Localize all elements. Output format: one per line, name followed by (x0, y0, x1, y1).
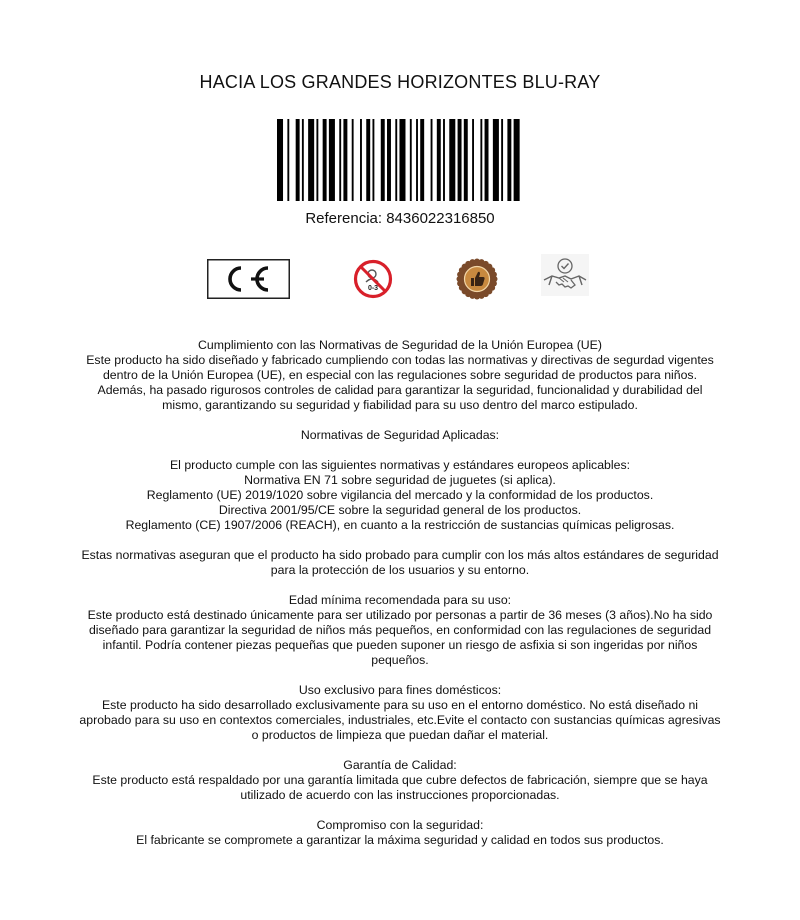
age-heading: Edad mínima recomendada para su uso: (288, 593, 512, 607)
barcode-bar (308, 119, 314, 201)
commitment-section (78, 818, 722, 848)
barcode-bar (296, 119, 300, 201)
barcode-bar (399, 119, 405, 201)
norm-item: Reglamento (CE) 1907/2006 (REACH), en cuanto a la restricción de sustancias químicas peligrosas. (125, 518, 675, 532)
barcode-bar (514, 119, 520, 201)
barcode-bar (416, 119, 418, 201)
barcode-bar (507, 119, 511, 201)
barcode-bar (352, 119, 354, 201)
norms-heading-section (78, 428, 722, 443)
domestic-use-section (78, 683, 722, 743)
barcode-bar (458, 119, 462, 201)
barcode-bar (410, 119, 412, 201)
norm-item: Reglamento (UE) 2019/1020 sobre vigilancia del mercado y la conformidad de los productos. (146, 488, 654, 502)
ce-mark-icon (207, 259, 290, 299)
barcode-bar (372, 119, 374, 201)
barcode-bar (485, 119, 489, 201)
norm-item: Directiva 2001/95/CE sobre la seguridad general de los productos. (218, 503, 582, 517)
reference-code: Referencia: 8436022316850 (305, 210, 495, 227)
norms-list-section (78, 458, 722, 533)
age-range-label: 0-3 (367, 285, 379, 292)
warranty-heading: Garantía de Calidad: (343, 758, 457, 772)
barcode-bar (339, 119, 341, 201)
age-section (78, 593, 722, 668)
barcode-bar (443, 119, 445, 201)
barcode-bar (360, 119, 362, 201)
trust-handshake-icon (541, 254, 589, 296)
barcode-bar (277, 119, 283, 201)
barcode-bar (316, 119, 318, 201)
eu-compliance-section (78, 338, 722, 413)
barcode-bar (395, 119, 397, 201)
not-for-children-0-3-icon (353, 259, 393, 299)
barcode (277, 119, 524, 201)
product-title: HACIA LOS GRANDES HORIZONTES BLU-RAY (199, 72, 601, 92)
barcode-bar (431, 119, 433, 201)
norms-intro: El producto cumple con las siguientes normativas y estándares europeos aplicables: (169, 458, 631, 472)
quality-seal-icon (456, 258, 498, 300)
barcode-bar (493, 119, 499, 201)
eu-compliance-heading: Cumplimiento con las Normativas de Seguridad de la Unión Europea (UE) (198, 338, 602, 352)
barcode-bar (343, 119, 347, 201)
eu-compliance-body: Este producto ha sido diseñado y fabricado cumpliendo con todas las normativas y directivas de segurdad vigentes dentro de la Unión Europea (UE), en especial con las regulaciones sobre seguridad de productos para niños. Además, ha pasado rigurosos controles de calidad para garantizar la seguridad, funcionalidad y durabilidad del mismo, garantizando su seguridad y fiabilidad para su uso dentro del marco estipulado. (86, 353, 714, 412)
age-body: Este producto está destinado únicamente para ser utilizado por personas a partir de 36 meses (3 años).No ha sido diseñado para garantizar la seguridad de niños más pequeños, en conformidad con las regulaciones de seguridad infantil. Podría contener piezas pequeñas que pueden suponer un riesgo de asfixia si son ingeridas por niños pequeños. (87, 608, 713, 667)
norm-item: Normativa EN 71 sobre seguridad de juguetes (si aplica). (244, 473, 556, 487)
norms-summary-section (78, 548, 722, 578)
barcode-bar (472, 119, 474, 201)
commitment-body: El fabricante se compromete a garantizar la máxima seguridad y calidad en todos sus productos. (136, 833, 664, 847)
barcode-bar (366, 119, 370, 201)
barcode-bar (501, 119, 503, 201)
barcode-bar (420, 119, 424, 201)
barcode-bar (302, 119, 304, 201)
norms-summary: Estas normativas aseguran que el producto ha sido probado para cumplir con los más altos estándares de seguridad para la protección de los usuarios y su entorno. (81, 548, 719, 577)
barcode-bar (329, 119, 335, 201)
barcode-bar (387, 119, 391, 201)
commitment-heading: Compromiso con la seguridad: (316, 818, 484, 832)
warranty-section (78, 758, 722, 803)
barcode-bar (287, 119, 289, 201)
barcode-bar (323, 119, 327, 201)
safety-information (78, 338, 722, 863)
barcode-bar (464, 119, 468, 201)
barcode-bar (381, 119, 385, 201)
domestic-use-body: Este producto ha sido desarrollado exclusivamente para su uso en el entorno doméstico. No está diseñado ni aprobado para su uso en contextos comerciales, industriales, etc.Evite el contacto con sustancias químicas agresivas o productos de limpieza que puedan dañar el material. (79, 698, 721, 742)
barcode-bar (480, 119, 482, 201)
domestic-use-heading: Uso exclusivo para fines domésticos: (298, 683, 502, 697)
barcode-bar (437, 119, 441, 201)
warranty-body: Este producto está respaldado por una garantía limitada que cubre defectos de fabricación, siempre que se haya utilizado de acuerdo con las instrucciones proporcionadas. (92, 773, 708, 802)
barcode-bar (449, 119, 455, 201)
norms-heading: Normativas de Seguridad Aplicadas: (300, 428, 500, 442)
